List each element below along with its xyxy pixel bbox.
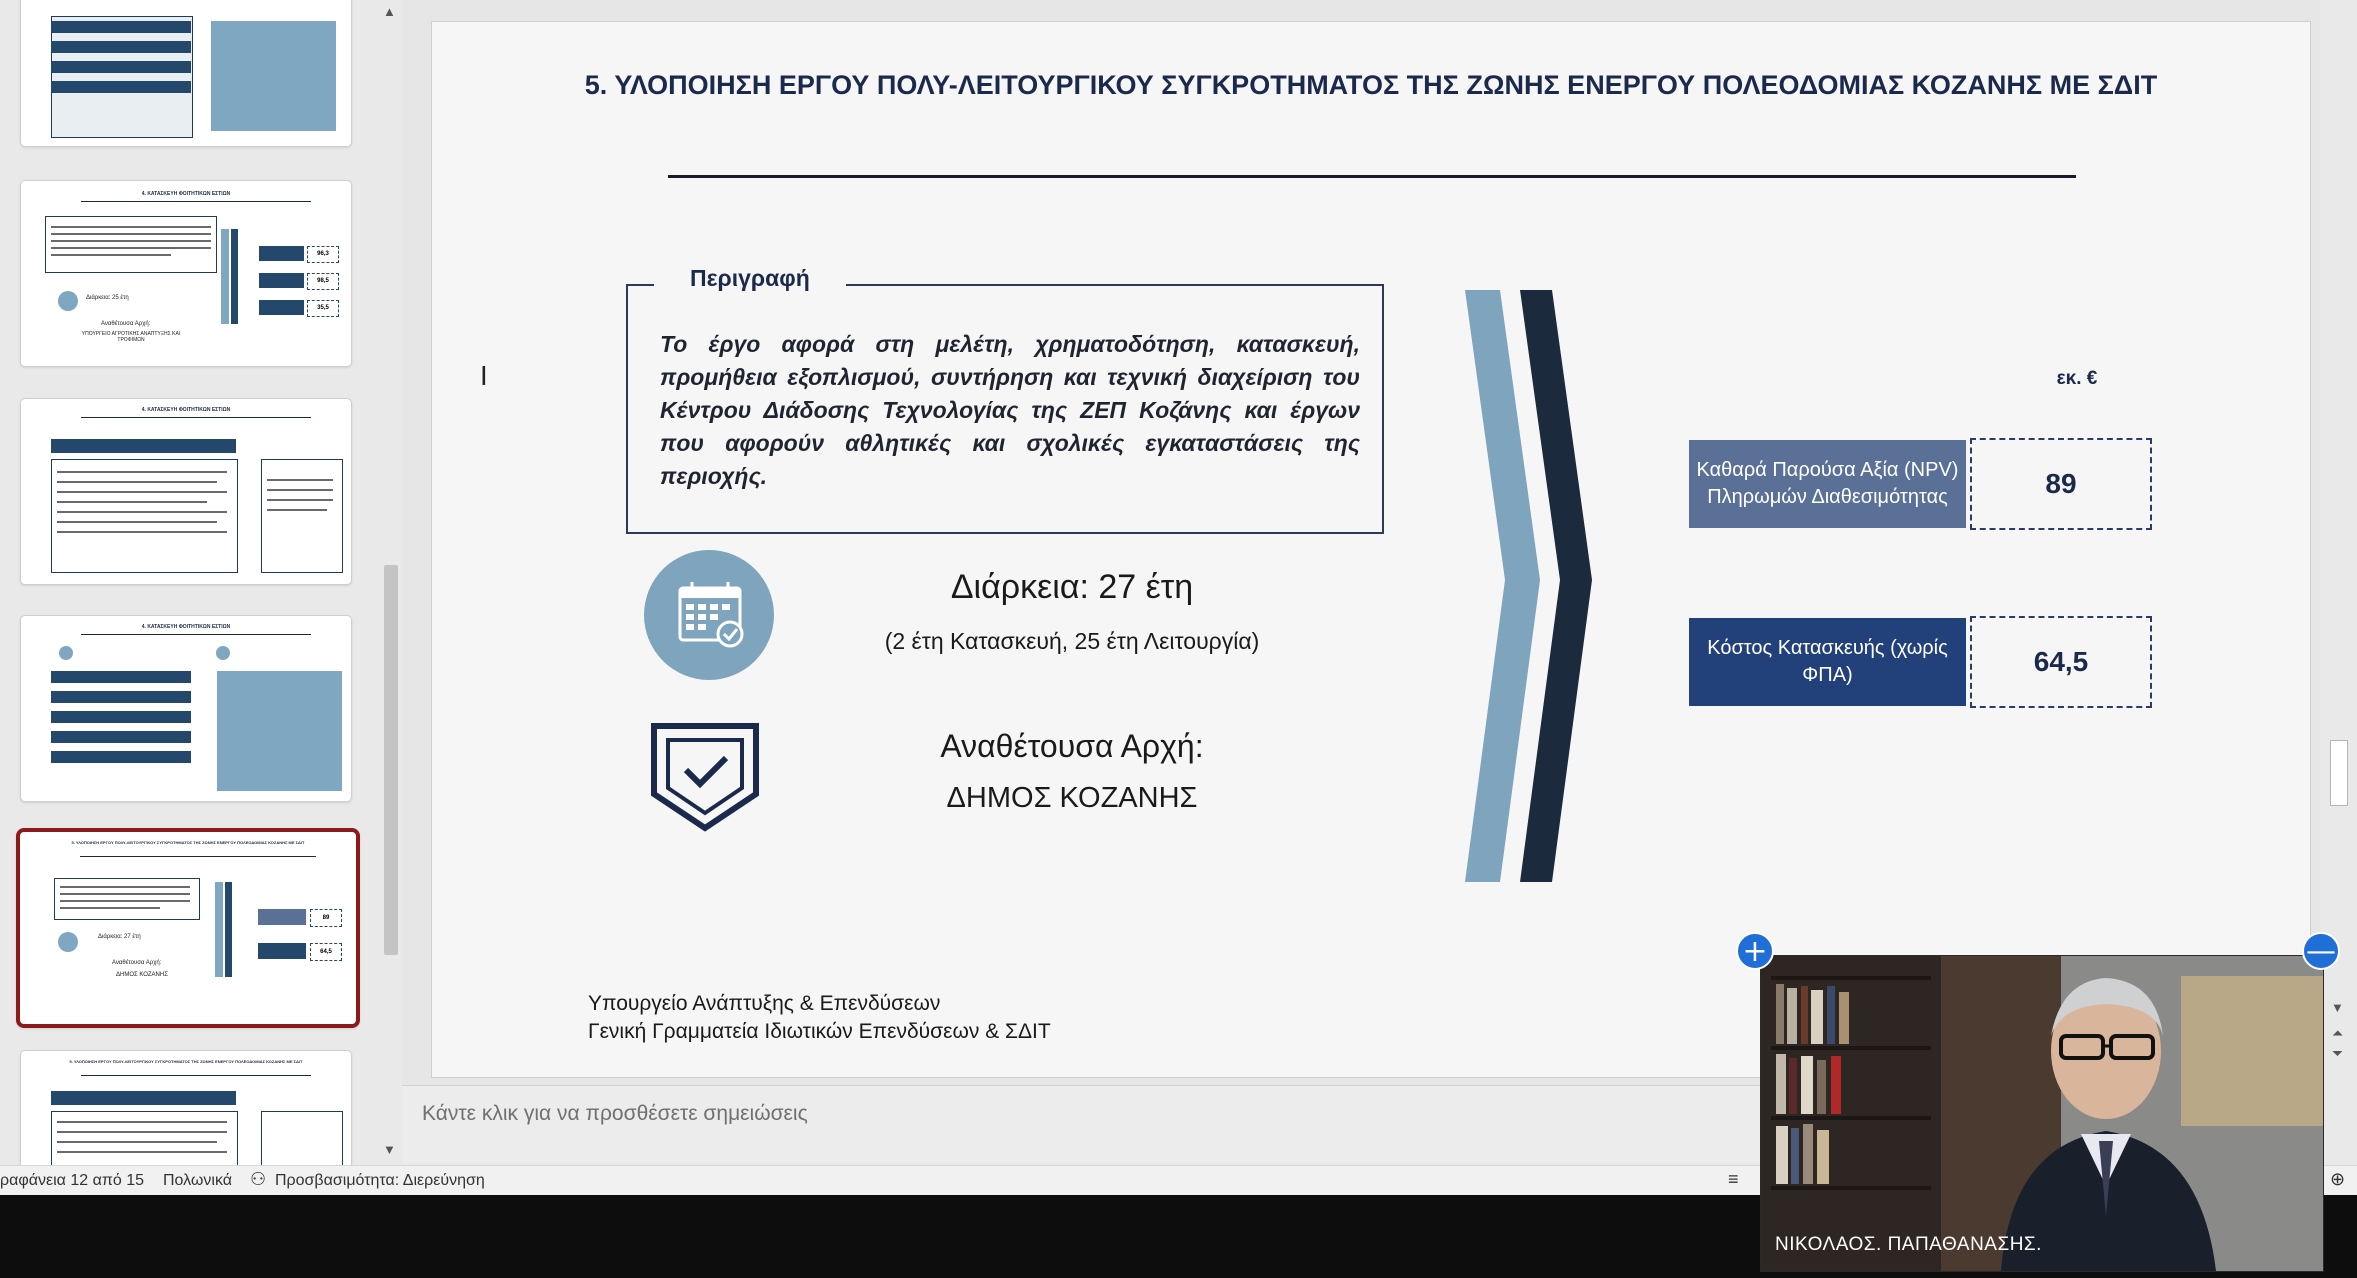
accessibility-status[interactable]: Προσβασιμότητα: Διερεύνηση	[275, 1172, 485, 1189]
slide-thumbnail-11[interactable]: 4. ΚΑΤΑΣΚΕΥΗ ΦΟΙΤΗΤΙΚΩΝ ΕΣΤΙΩΝ Διάρκεια: 25 έτη Αναθέτουσα Αρχή: ΥΠΟΥΡΓΕΙΟ ΑΓΡΟΤΙΚΗΣ ΑΝΑΠΤΥΞΗΣ ΚΑΙ ΤΡΟΦΙΜΩΝ 96,3 98,5 35,5	[20, 180, 352, 367]
calendar-icon	[644, 550, 774, 680]
notes-placeholder[interactable]: Κάντε κλικ για να προσθέσετε σημειώσεις	[422, 1102, 808, 1125]
slide-counter: ραφάνεια 12 από 15	[0, 1172, 145, 1189]
slide-thumbnail-15[interactable]: 5. ΥΛΟΠΟΙΗΣΗ ΕΡΓΟΥ ΠΟΛΥ-ΛΕΙΤΟΥΡΓΙΚΟΥ ΣΥΓΚΡΟΤΗΜΑΤΟΣ ΤΗΣ ΖΩΝΗΣ ΕΝΕΡΓΟΥ ΠΟΛΕΟΔΟΜΙΑΣ ΚΟΖΑΝΗΣ ΜΕ ΣΔΙΤ	[20, 1050, 352, 1166]
participant-video-tile[interactable]	[1760, 955, 2324, 1272]
slide-footer	[588, 990, 1051, 1046]
thumbnail-scrollbar[interactable]	[380, 0, 402, 1165]
slide-thumbnail-10[interactable]	[20, 0, 352, 147]
accessibility-icon[interactable]: ⚇	[250, 1169, 267, 1189]
duration-title: Διάρκεια: 27 έτη	[950, 568, 1194, 606]
title-underline	[668, 175, 2076, 178]
language-indicator[interactable]: Πολωνικά	[163, 1172, 233, 1189]
shield-check-icon	[648, 720, 762, 839]
kpi-construction-cost-value: 64,5	[1970, 616, 2152, 708]
unit-label: εκ. €	[2056, 368, 2098, 389]
fit-slide-icon[interactable]: ⊕	[2330, 1169, 2346, 1189]
scroll-up-icon[interactable]: ▲	[383, 4, 396, 19]
footer-line-1: Υπουργείο Ανάπτυξης & Επενδύσεων	[588, 992, 941, 1015]
kpi-npv-label: Καθαρά Παρούσα Αξία (NPV) Πληρωμών Διαθεσιμότητας	[1689, 440, 1966, 528]
thumb-title: 4. ΚΑΤΑΣΚΕΥΗ ΦΟΙΤΗΤΙΚΩΝ ΕΣΤΙΩΝ	[141, 191, 231, 197]
slide-canvas[interactable]	[432, 22, 2310, 1077]
description-text: Το έργο αφορά στη μελέτη, χρηματοδότηση, κατασκευή, προμήθεια εξοπλισμού, συντήρηση και τεχνική διαχείριση του Κέντρου Διάδοσης Τεχνολογίας της ΖΕΠ Κοζάνης και έργων που αφορούν αθλητικές και σχολικές εγκαταστάσεις της περιοχής.	[660, 331, 1360, 489]
slide-title: 5. ΥΛΟΠΟΙΗΣΗ ΕΡΓΟΥ ΠΟΛΥ-ΛΕΙΤΟΥΡΓΙΚΟΥ ΣΥΓΚΡΟΤΗΜΑΤΟΣ ΤΗΣ ΖΩΝΗΣ ΕΝΕΡΓΟΥ ΠΟΛΕΟΔΟΜΙΑΣ ΚΟΖΑΝΗΣ ΜΕ ΣΔΙΤ	[584, 70, 2158, 100]
slide-scrollbar[interactable]	[2320, 0, 2357, 1165]
add-participant-button[interactable]: +	[1736, 932, 1774, 970]
chevron-decoration	[1462, 290, 1602, 887]
scroll-down-icon[interactable]: ▼	[383, 1142, 396, 1157]
scroll-down-icon[interactable]: ▼	[2331, 1000, 2344, 1015]
text-cursor-icon: I	[480, 362, 488, 392]
participant-name: ΝΙΚΟΛΑΟΣ. ΠΑΠΑΘΑΝΑΣΗΣ.	[1775, 1234, 2042, 1255]
slide-thumbnail-13[interactable]: 4. ΚΑΤΑΣΚΕΥΗ ΦΟΙΤΗΤΙΚΩΝ ΕΣΤΙΩΝ	[20, 615, 352, 802]
authority-name: ΔΗΜΟΣ ΚΟΖΑΝΗΣ	[946, 782, 1198, 814]
scrollbar-thumb[interactable]	[2330, 740, 2348, 806]
participant-video-frame	[1761, 956, 2323, 1271]
previous-slide-icon[interactable]: ⏶	[2332, 1025, 2344, 1041]
duration-detail: (2 έτη Κατασκευή, 25 έτη Λειτουργία)	[884, 628, 1260, 654]
footer-line-2: Γενική Γραμματεία Ιδιωτικών Επενδύσεων & ΣΔΙΤ	[588, 1020, 1051, 1043]
scrollbar-thumb[interactable]	[384, 565, 398, 955]
description-heading: Περιγραφή	[654, 259, 846, 297]
slide-thumbnail-panel[interactable]	[0, 0, 380, 1165]
slide-thumbnail-14-active[interactable]: 5. ΥΛΟΠΟΙΗΣΗ ΕΡΓΟΥ ΠΟΛΥ-ΛΕΙΤΟΥΡΓΙΚΟΥ ΣΥΓΚΡΟΤΗΜΑΤΟΣ ΤΗΣ ΖΩΝΗΣ ΕΝΕΡΓΟΥ ΠΟΛΕΟΔΟΜΙΑΣ ΚΟΖΑΝΗΣ ΜΕ ΣΔΙΤ Διάρκεια: 27 έτη Αναθέτουσα Αρχή: ΔΗΜΟΣ ΚΟΖΑΝΗΣ 89 64,5	[16, 828, 360, 1028]
slide-thumbnail-12[interactable]: 4. ΚΑΤΑΣΚΕΥΗ ΦΟΙΤΗΤΙΚΩΝ ΕΣΤΙΩΝ	[20, 398, 352, 585]
kpi-npv-value: 89	[1970, 438, 2152, 530]
remove-participant-button[interactable]: —	[2302, 932, 2340, 970]
kpi-construction-cost-label: Κόστος Κατασκευής (χωρίς ΦΠΑ)	[1689, 618, 1966, 706]
notes-toggle-icon[interactable]: ≡	[1728, 1169, 1739, 1189]
next-slide-icon[interactable]: ⏷	[2332, 1045, 2344, 1061]
authority-label: Αναθέτουσα Αρχή:	[940, 728, 1204, 764]
